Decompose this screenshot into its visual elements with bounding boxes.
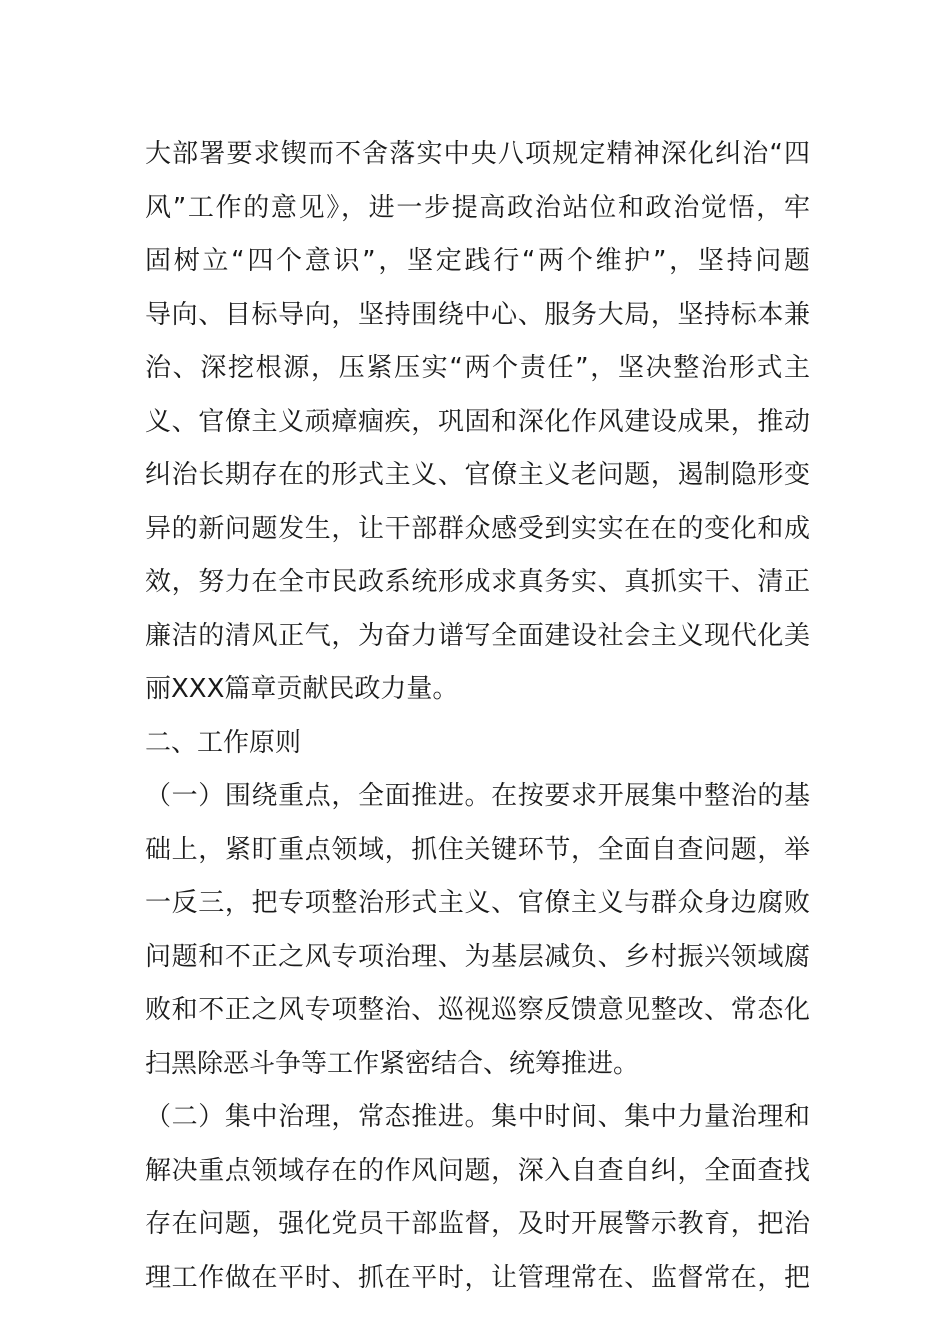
text-line: 廉洁的清风正气，为奋力谱写全面建设社会主义现代化美: [145, 620, 810, 651]
text-line: 大部署要求锲而不舍落实中央八项规定精神深化纠治“四: [145, 139, 810, 169]
text-line: 风”工作的意见》，进一步提高政治站位和政治觉悟，牢: [145, 192, 810, 223]
text-line: 解决重点领域存在的作风问题，深入自查自纠，全面查找: [145, 1155, 810, 1186]
text-line: （二）集中治理，常态推进。集中时间、集中力量治理和: [145, 1102, 810, 1132]
text-line: 导向、目标导向，坚持围绕中心、服务大局，坚持标本兼: [145, 299, 810, 330]
text-line: 理工作做在平时、抓在平时，让管理常在、监督常在，把: [145, 1262, 810, 1293]
paragraph-end-line: 丽XXX篇章贡献民政力量。: [145, 674, 459, 704]
text-line: 败和不正之风专项整治、巡视巡察反馈意见整改、常态化: [145, 995, 810, 1025]
text-line: 异的新问题发生，让干部群众感受到实实在在的变化和成: [145, 513, 810, 544]
text-line: 问题和不正之风专项治理、为基层减负、乡村振兴领域腐: [145, 941, 810, 972]
text-line: 效，努力在全市民政系统形成求真务实、真抓实干、清正: [145, 567, 810, 597]
text-line: 治、深挖根源，压紧压实“两个责任”，坚决整治形式主: [145, 353, 810, 383]
text-line: 纠治长期存在的形式主义、官僚主义老问题，遏制隐形变: [145, 460, 810, 490]
text-line: 一反三，把专项整治形式主义、官僚主义与群众身边腐败: [145, 888, 810, 918]
document-body: [145, 128, 810, 1305]
paragraph-end-line: 扫黑除恶斗争等工作紧密结合、统筹推进。: [145, 1048, 640, 1079]
text-line: 础上，紧盯重点领域，抓住关键环节，全面自查问题，举: [145, 834, 810, 865]
text-line: （一）围绕重点，全面推进。在按要求开展集中整治的基: [145, 781, 810, 811]
text-line: 固树立“四个意识”，坚定践行“两个维护”，坚持问题: [145, 246, 810, 276]
text-line: 义、官僚主义顽瘴痼疾，巩固和深化作风建设成果，推动: [145, 406, 810, 437]
text-line: 存在问题，强化党员干部监督，及时开展警示教育，把治: [145, 1209, 810, 1239]
section-heading: 二、工作原则: [145, 727, 302, 758]
